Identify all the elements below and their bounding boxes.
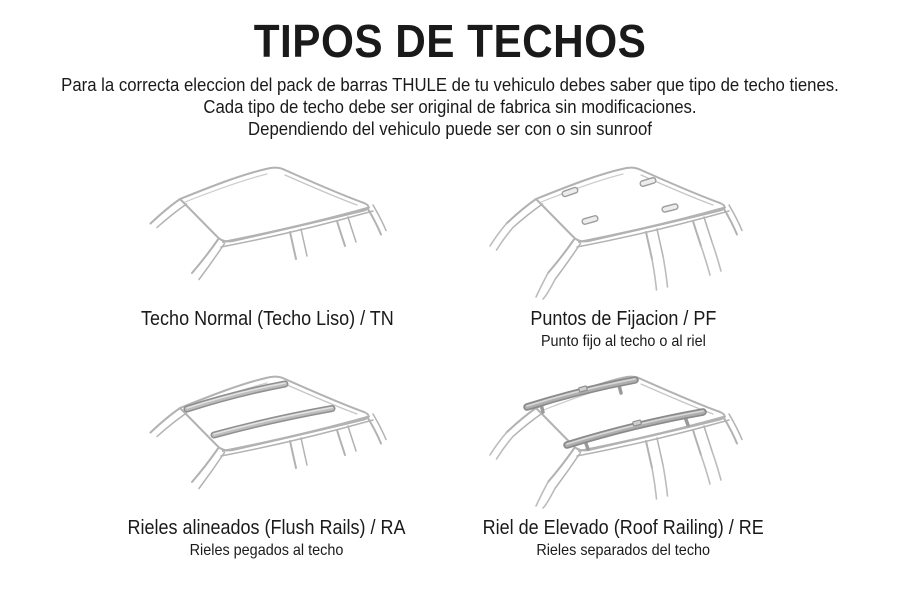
roof-type-card-fixpoints: [398, 156, 848, 351]
roof-type-subcaption: Rieles separados del techo: [536, 542, 710, 559]
roof-type-subcaption: [141, 332, 394, 351]
roof-types-infographic: [0, 14, 900, 614]
flush-rails-roof-illustration: [107, 365, 427, 510]
roof-types-grid: [0, 156, 900, 560]
roof-type-caption: Rieles alineados (Flush Rails) / RA: [127, 517, 407, 539]
roof-type-caption: Riel de Elevado (Roof Railing) / RE: [482, 517, 764, 539]
roof-type-caption: Techo Normal (Techo Liso) / TN: [140, 308, 394, 330]
roof-type-subcaption: Rieles pegados al techo: [190, 542, 344, 559]
intro-paragraph: [32, 74, 869, 140]
raised-rails-roof-illustration: [463, 365, 783, 510]
intro-line-2: Cada tipo de techo debe ser original de fabrica sin modificaciones.: [203, 97, 697, 117]
fixpoint-roof-illustration: [463, 156, 783, 301]
smooth-roof-illustration: [107, 156, 427, 301]
intro-line-1: Para la correcta eleccion del pack de barras THULE de tu vehiculo debes saber que tipo de techo tienes.: [61, 75, 839, 95]
roof-type-subcaption: Punto fijo al techo o al riel: [540, 333, 706, 350]
intro-line-3: Dependiendo del vehiculo puede ser con o sin sunroof: [248, 119, 652, 139]
page-title: TIPOS DE TECHOS: [253, 15, 647, 67]
roof-type-card-roof-railing: [398, 365, 848, 560]
roof-type-caption: Puntos de Fijacion / PF: [529, 308, 717, 330]
